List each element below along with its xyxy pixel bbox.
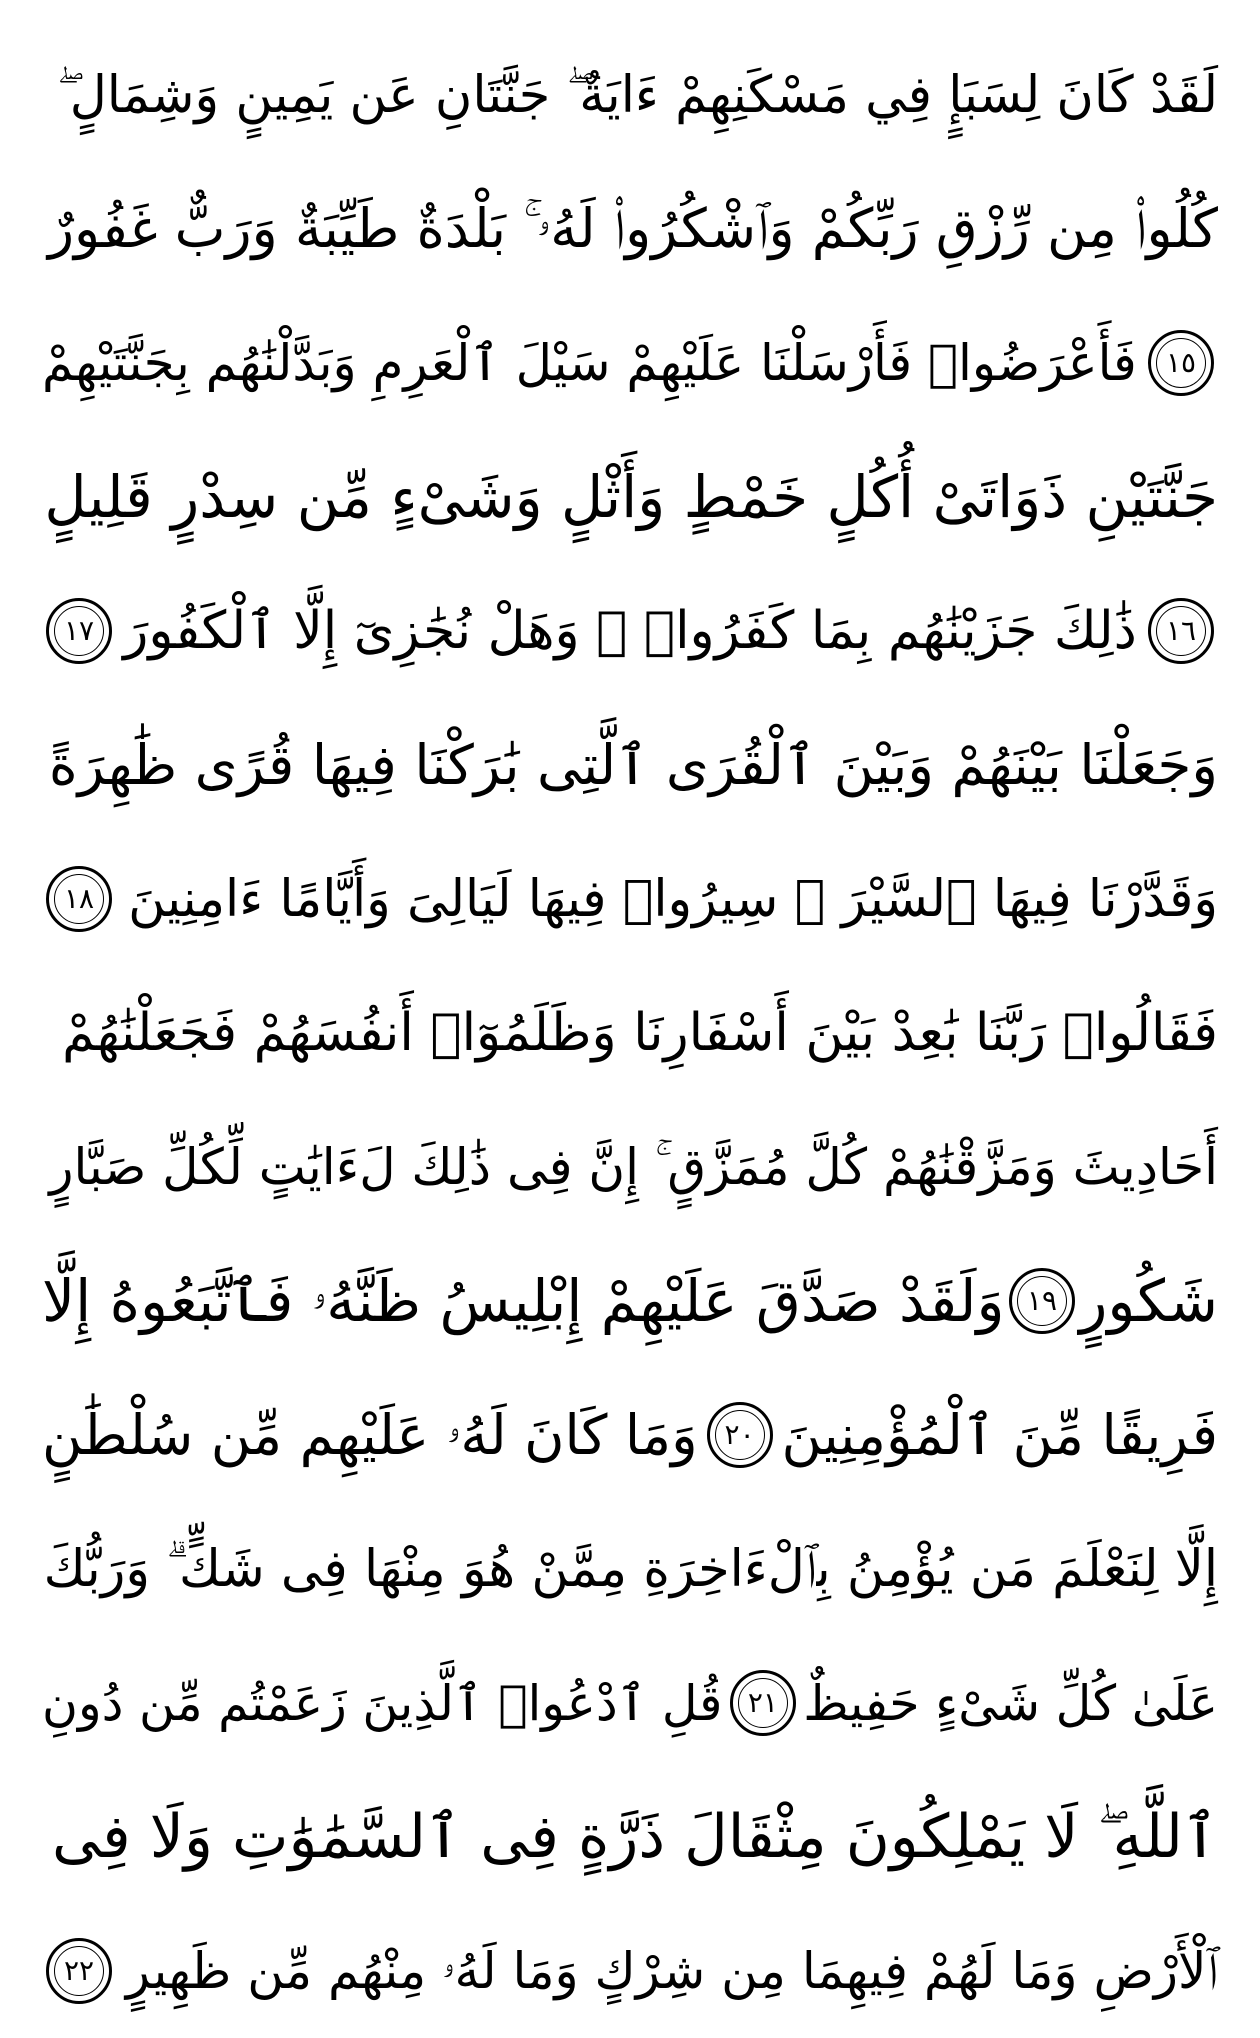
ayah-number: ١٦ xyxy=(1165,614,1197,647)
verse-line xyxy=(42,1100,1218,1234)
verse-text: ٱللَّهِ ۖ لَا يَمْلِكُونَ مِثْقَالَ ذَرَّةٍ فِى ٱلسَّمَٰوَٰتِ وَلَا فِى xyxy=(51,1802,1218,1872)
ayah-number: ٢١ xyxy=(747,1686,778,1719)
verse-text: إِلَّا لِنَعْلَمَ مَن يُؤْمِنُ بِٱلْءَاخِرَةِ مِمَّنْ هُوَ مِنْهَا فِى شَكٍّ ۗ وَرَبُّكَ xyxy=(43,1539,1218,1599)
ayah-number-marker xyxy=(707,1402,773,1468)
verse-text: فَرِيقًا مِّنَ ٱلْمُؤْمِنِينَ xyxy=(781,1402,1218,1467)
verse-line xyxy=(42,1636,1218,1770)
verse-line xyxy=(42,1502,1218,1636)
verse-text: ذَٰلِكَ جَزَيْنَٰهُم بِمَا كَفَرُوا۟ ۖ وَهَلْ نُجَٰزِىٓ إِلَّا ٱلْكَفُورَ xyxy=(123,601,1137,661)
ayah-number-marker xyxy=(730,1670,796,1736)
ayah-number: ١٩ xyxy=(1026,1284,1057,1317)
verse-line xyxy=(42,430,1218,564)
verse-text: وَقَدَّرْنَا فِيهَا ٱلسَّيْرَ ۖ سِيرُوا۟ فِيهَا لَيَالِىَ وَأَيَّامًا ءَامِنِينَ xyxy=(128,869,1218,929)
verse-line xyxy=(42,296,1218,430)
verse-text: وَجَعَلْنَا بَيْنَهُمْ وَبَيْنَ ٱلْقُرَى ٱلَّتِى بَٰرَكْنَا فِيهَا قُرًى ظَٰهِرَةً xyxy=(48,732,1218,797)
ayah-number: ١٥ xyxy=(1165,346,1197,379)
verse-line xyxy=(42,698,1218,832)
verse-text: قُلِ ٱدْعُوا۟ ٱلَّذِينَ زَعَمْتُم مِّن دُونِ xyxy=(42,1674,723,1732)
ayah-number-marker xyxy=(46,598,112,664)
verse-text: فَأَعْرَضُوا۟ فَأَرْسَلْنَا عَلَيْهِمْ سَيْلَ ٱلْعَرِمِ وَبَدَّلْنَٰهُم بِجَنَّتَيْهِمْ xyxy=(42,334,1137,392)
verse-line xyxy=(42,1770,1218,1904)
verse-text: شَكُورٍ xyxy=(1079,1267,1218,1335)
verse-line xyxy=(42,564,1218,698)
ayah-number: ٢٠ xyxy=(724,1418,755,1451)
ayah-number: ١٨ xyxy=(63,882,95,915)
verse-text: لَقَدْ كَانَ لِسَبَإٍ فِي مَسْكَنِهِمْ ءَايَةٌ ۖ جَنَّتَانِ عَن يَمِينٍ وَشِمَالٍ ۖ xyxy=(56,65,1218,125)
verse-text: وَمَا كَانَ لَهُۥ عَلَيْهِم مِّن سُلْطَٰنٍ xyxy=(42,1402,698,1467)
verse-text: كُلُوا۟ مِن رِّزْقِ رَبِّكُمْ وَٱشْكُرُوا۟ لَهُۥ ۚ بَلْدَةٌ طَيِّبَةٌ وَرَبٌّ غَفُورٌ xyxy=(47,197,1218,260)
ayah-number: ١٧ xyxy=(63,614,95,647)
verse-line xyxy=(42,832,1218,966)
ayah-number-marker xyxy=(1009,1268,1075,1334)
verse-line xyxy=(42,1368,1218,1502)
ayah-number-marker xyxy=(1148,330,1214,396)
verse-text: ٱلْأَرْضِ وَمَا لَهُمْ فِيهِمَا مِن شِرْكٍ وَمَا لَهُۥ مِنْهُم مِّن ظَهِيرٍ xyxy=(125,1942,1218,2000)
ayah-number-marker xyxy=(46,866,112,932)
verse-text: فَقَالُوا۟ رَبَّنَا بَٰعِدْ بَيْنَ أَسْفَارِنَا وَظَلَمُوٓا۟ أَنفُسَهُمْ فَجَعَلْنَٰهُمْ xyxy=(62,1003,1218,1063)
verse-line xyxy=(42,1904,1218,2038)
verse-text: أَحَادِيثَ وَمَزَّقْنَٰهُمْ كُلَّ مُمَزَّقٍ ۚ إِنَّ فِى ذَٰلِكَ لَءَايَٰتٍ لِّكُلِّ صَبَّارٍ xyxy=(49,1138,1218,1196)
verse-line xyxy=(42,1234,1218,1368)
verse-line xyxy=(42,966,1218,1100)
ayah-number-marker xyxy=(46,1938,112,2004)
verse-line xyxy=(42,28,1218,162)
verse-text: وَلَقَدْ صَدَّقَ عَلَيْهِمْ إِبْلِيسُ ظَنَّهُۥ فَٱتَّبَعُوهُ إِلَّا xyxy=(42,1267,1005,1335)
verse-line xyxy=(42,162,1218,296)
verse-text: جَنَّتَيْنِ ذَوَاتَىْ أُكُلٍ خَمْطٍ وَأَثْلٍ وَشَىْءٍ مِّن سِدْرٍ قَلِيلٍ xyxy=(44,463,1218,531)
verse-text: عَلَىٰ كُلِّ شَىْءٍ حَفِيظٌ xyxy=(803,1674,1218,1732)
ayah-number: ٢٢ xyxy=(63,1954,95,1987)
ayah-number-marker xyxy=(1148,598,1214,664)
